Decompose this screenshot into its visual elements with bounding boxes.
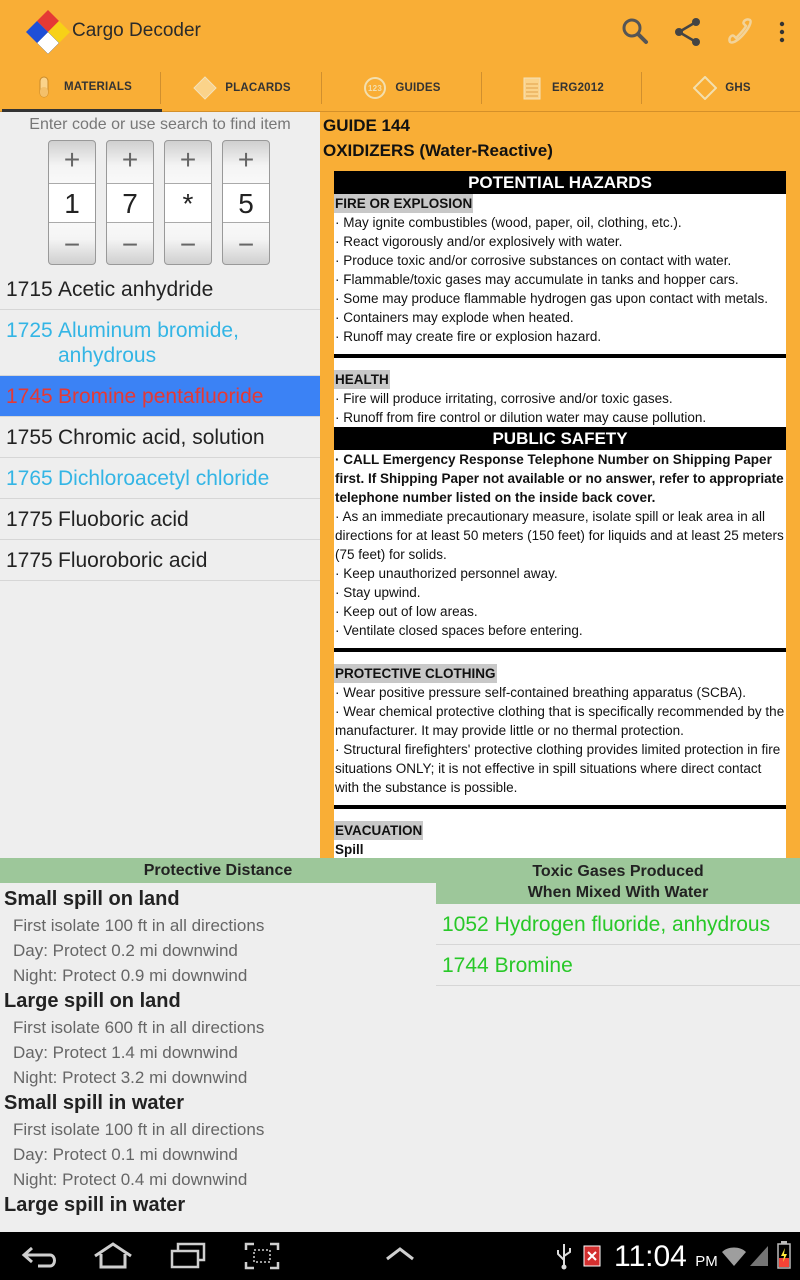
code-digit-wheel[interactable] [164,140,212,265]
guide-text-bold: · CALL Emergency Response Telephone Number on Shipping Paper first. If Shipping Paper not available or no answer, refer to appropriate telephone number listed on the inside back cover. [335,452,784,505]
list-item[interactable] [0,499,320,540]
tab-ghs[interactable] [642,64,800,112]
guide-text: · Keep out of low areas. [335,604,478,619]
guide-text: · Ventilate closed spaces before entering. [335,623,583,638]
toxic-gases-header-line: When Mixed With Water [527,884,709,901]
divider [334,805,786,809]
material-name: Chromic acid, solution [58,426,265,449]
digit-value: * [165,183,211,223]
guide-text: · As an immediate precautionary measure, isolate spill or leak area in all directions for at least 50 meters (150 feet) for liquids and at least 25 meters (75 feet) for solids. [335,509,784,562]
subsection-header: FIRE OR EXPLOSION [335,196,473,211]
gas-code: 1052 [442,913,489,936]
spill-title: Large spill in water [4,1194,186,1216]
material-code: 1745 [6,385,53,408]
home-icon[interactable] [92,1242,134,1270]
guide-text: · Produce toxic and/or corrosive substances on contact with water. [335,253,732,268]
gas-name: Bromine [494,954,573,977]
material-code: 1775 [6,508,53,531]
divider [334,354,786,358]
toxic-gases-header [436,858,800,904]
isolate-distance: First isolate 100 ft in all directions [13,1120,265,1139]
search-icon[interactable] [617,14,653,50]
guide-text: · Wear positive pressure self-contained breathing apparatus (SCBA). [335,685,746,700]
day-distance: Day: Protect 0.1 mi downwind [13,1145,238,1164]
recent-apps-icon[interactable] [168,1242,208,1270]
isolate-distance: First isolate 100 ft in all directions [13,916,265,935]
guide-text: · Stay upwind. [335,585,421,600]
subsection-header: EVACUATION [335,823,423,838]
night-distance: Night: Protect 3.2 mi downwind [13,1068,248,1087]
guide-title: OXIDIZERS (Water-Reactive) [323,141,553,160]
guide-text: · Flammable/toxic gases may accumulate in tanks and hopper cars. [335,272,739,287]
material-code: 1775 [6,549,53,572]
material-code: 1715 [6,278,53,301]
decrement-button[interactable]: − [63,229,81,260]
tab-label: GUIDES [395,82,441,94]
guide-text: Spill [335,842,364,857]
increment-button[interactable]: + [237,144,255,175]
spill-title: Small spill in water [4,1092,185,1114]
day-distance: Day: Protect 1.4 mi downwind [13,1043,238,1062]
digit-value: 1 [49,183,95,223]
list-item[interactable] [436,904,800,945]
nfpa-diamond-logo-icon[interactable] [26,10,70,54]
action-bar [0,0,800,64]
share-icon[interactable] [670,14,706,50]
list-item[interactable] [0,417,320,458]
night-distance: Night: Protect 0.4 mi downwind [13,1170,248,1189]
placard-icon [193,76,217,100]
list-item-selected[interactable] [0,376,320,417]
back-icon[interactable] [20,1242,60,1270]
phone-icon[interactable] [722,14,758,50]
usb-icon [556,1242,572,1270]
bottom-panel [0,858,800,1232]
spill-title: Small spill on land [4,888,180,910]
clock-time: 11:04 [614,1240,687,1273]
increment-button[interactable]: + [179,144,197,175]
guide-text: · Some may produce flammable hydrogen gas upon contact with metals. [335,291,768,306]
guide-text: · Runoff from fire control or dilution water may cause pollution. [335,410,707,425]
guide-text: · May ignite combustibles (wood, paper, oil, clothing, etc.). [335,215,682,230]
section-header: POTENTIAL HAZARDS [334,171,786,194]
guide-pane[interactable] [320,112,800,858]
toxic-gases-list [436,904,800,986]
tab-divider [160,72,161,104]
material-name: Aluminum bromide, anhydrous [58,319,239,367]
tab-label: ERG2012 [552,82,604,94]
spill-title: Large spill on land [4,990,181,1012]
app-title: Cargo Decoder [72,20,201,41]
tab-guides[interactable] [322,64,482,112]
system-navigation-bar [0,1232,800,1280]
protective-distance-header: Protective Distance [0,858,436,883]
increment-button[interactable]: + [63,144,81,175]
svg-text:123: 123 [368,84,383,93]
guide-text: · Runoff may create fire or explosion hazard. [335,329,602,344]
status-clock [614,1240,718,1274]
decrement-button[interactable]: − [179,229,197,260]
tab-label: MATERIALS [63,80,133,93]
divider [334,648,786,652]
screenshot-icon[interactable] [244,1242,280,1270]
decrement-button[interactable]: − [237,229,255,260]
increment-button[interactable]: + [121,144,139,175]
materials-list [0,269,320,581]
signal-icon [748,1244,770,1268]
tab-bar [0,64,800,112]
list-item[interactable] [0,269,320,310]
code-digit-wheel[interactable] [106,140,154,265]
wifi-icon [720,1244,748,1268]
tab-materials[interactable] [2,64,162,112]
tab-label: PLACARDS [225,82,291,94]
material-code: 1725 [6,319,53,342]
tab-label: GHS [725,82,751,94]
test-tube-icon [32,75,56,99]
subsection-header: HEALTH [335,372,389,387]
notepad-icon [520,76,544,100]
guide-text: · Fire will produce irritating, corrosive and/or toxic gases. [335,391,673,406]
protective-distance-list [0,886,436,1219]
chevron-up-icon[interactable] [384,1244,416,1264]
ghs-diamond-icon [693,76,717,100]
material-name: Dichloroacetyl chloride [58,467,270,490]
overflow-menu-icon[interactable] [764,14,800,50]
clock-ampm: PM [695,1253,718,1270]
code-digit-wheel[interactable] [222,140,270,265]
list-item[interactable] [436,945,800,986]
material-code: 1765 [6,467,53,490]
gas-code: 1744 [442,954,489,977]
section-header: PUBLIC SAFETY [334,427,786,450]
isolate-distance: First isolate 600 ft in all directions [13,1018,265,1037]
guide-text: · Containers may explode when heated. [335,310,574,325]
gas-name: Hydrogen fluoride, anhydrous [494,913,771,936]
material-name: Fluoboric acid [58,508,189,531]
tab-erg2012[interactable] [482,64,642,112]
list-item[interactable] [0,540,320,581]
guide-text: · Keep unauthorized personnel away. [335,566,558,581]
battery-icon [776,1240,792,1270]
subsection-header: PROTECTIVE CLOTHING [335,666,496,681]
material-code: 1755 [6,426,53,449]
material-name: Acetic anhydride [58,278,214,301]
guide-number: GUIDE 144 [323,116,410,135]
guide-123-icon [363,76,387,100]
digit-value: 5 [223,183,269,223]
material-name: Bromine pentafluoride [58,385,264,408]
materials-pane [0,112,320,858]
night-distance: Night: Protect 0.9 mi downwind [13,966,248,985]
guide-text: · React vigorously and/or explosively with water. [335,234,623,249]
search-hint: Enter code or use search to find item [29,116,291,133]
toxic-gases-header-line: Toxic Gases Produced [532,863,704,880]
digit-value: 7 [107,183,153,223]
guide-text: · Structural firefighters' protective clothing provides limited protection in fire situations ONLY; it is not effective in spill situations where direct contact with the substance is possible. [335,742,781,795]
day-distance: Day: Protect 0.2 mi downwind [13,941,238,960]
code-digit-wheel[interactable] [48,140,96,265]
list-item[interactable] [0,310,320,376]
material-name: Fluoroboric acid [58,549,208,572]
tab-placards[interactable] [162,64,322,112]
guide-text: · Wear chemical protective clothing that is specifically recommended by the manufacturer. It may provide little or no thermal protection. [335,704,785,738]
decrement-button[interactable]: − [121,229,139,260]
no-sd-card-icon [582,1244,602,1268]
guide-document[interactable] [334,171,786,858]
list-item[interactable] [0,458,320,499]
